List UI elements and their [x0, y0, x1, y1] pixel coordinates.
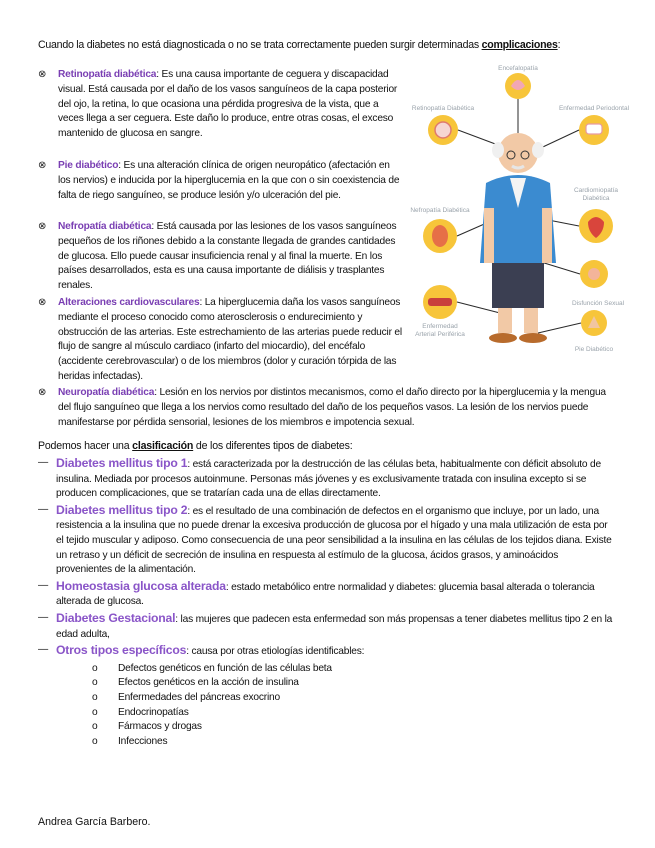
type-item: — Diabetes Gestacional: las mujeres que padecen esta enfermedad son más propensas a tener diabetes mellitus tipo 2 en la edad adulta, — [38, 610, 613, 640]
sub-list-item: o Fármacos y drogas — [92, 720, 613, 735]
label-neuropatia: Nefropatía Diabética — [410, 207, 470, 214]
type-item: — Otros tipos específicos: causa por otras etiologías identificables: o Defectos genéticos en función de las células beta o Efectos genéticos en la acción de insulina o Enfermedades del páncreas exocrino o Endocrinopatías o Fármacos y drogas o Infecciones — [38, 643, 613, 749]
circle-x-icon: ⊗ — [38, 387, 47, 398]
type-item: — Diabetes mellitus tipo 2: es el resultado de una combinación de defectos en el organismo que incluye, por un lado, una resistencia a la insulina que no puede drenar la excesiva producción de glucosa por el hígado y una mala utilización de esta por el tejido muscular y adiposo. Como consecuencia de una peor sensibilidad a la insulina en las células de los tejidos diana. Existe un retraso y un déficit de secreción de insulina en respuesta al estímulo de la glucosa, ácidos grasos, y aminoácidos provenientes de la alimentación. — [38, 502, 612, 576]
diabetes-types-list — [38, 456, 613, 750]
kidney-icon — [432, 225, 448, 247]
organ-icon — [588, 268, 600, 280]
circle-bullet-icon: o — [92, 662, 98, 674]
circle-x-icon: ⊗ — [38, 69, 47, 80]
label-encefalopatia: Encefalopatía — [498, 65, 538, 72]
circle-bullet-icon: o — [92, 677, 98, 689]
complications-infographic — [398, 58, 638, 358]
label-cardiomiopatia-1: Cardiomiopatía — [573, 187, 619, 194]
classification-heading: Podemos hacer una clasificación de los diferentes tipos de diabetes: — [38, 440, 353, 452]
other-causes-list — [56, 662, 613, 750]
complication-item: ⊗ Pie diabético: Es una alteración clínica de origen neuropático (afectación en los nervios) e inducida por la hiperglucemia en la que con o sin coexistencia de falta de riego sanguíneo, se produce lesión y/o ulceración del pie. — [38, 160, 400, 201]
artery-icon — [428, 298, 452, 306]
complicaciones-keyword: complicaciones — [481, 39, 558, 51]
tooth-icon — [586, 124, 602, 134]
circle-bullet-icon: o — [92, 706, 98, 718]
intro-paragraph: Cuando la diabetes no está diagnosticada o no se trata correctamente pueden surgir determinadas complicaciones: — [38, 39, 561, 51]
label-arterial-1: Enfermedad — [422, 323, 458, 330]
label-disfuncion: Disfunción Sexual — [571, 300, 625, 307]
complication-item: ⊗ Neuropatía diabética: Lesión en los nervios por distintos mecanismos, como el daño directo por la hiperglucemia y la mengua del flujo sanguíneo que llega a los nervios como resultado del daño de los pequeños vasos. La lesión de los nervios puede manifestarse por pérdida sensorial, lesiones de los miembros e impotencia sexual. — [38, 387, 606, 428]
dash-marker: — — [38, 503, 48, 515]
clasificacion-keyword: clasificación — [132, 440, 194, 452]
sub-list-item: o Efectos genéticos en la acción de insulina — [92, 676, 613, 691]
label-pie: Pie Diabético — [574, 346, 614, 353]
sub-list-item: o Defectos genéticos en función de las células beta — [92, 662, 613, 677]
circle-bullet-icon: o — [92, 735, 98, 747]
eye-icon — [435, 122, 451, 138]
sub-list-item: o Endocrinopatías — [92, 706, 613, 721]
complication-item: ⊗ Nefropatía diabética: Está causada por las lesiones de los vasos sanguíneos pequeños de los riñones debido a la constante llegada de grandes cantidades de glucosa. Ello puede causar insuficiencia renal y al final la muerte. En los países desarrollados, esta es una causa importante de diálisis y trasplantes renales. — [38, 221, 397, 292]
circle-x-icon: ⊗ — [38, 160, 47, 171]
sub-list-item: o Infecciones — [92, 735, 613, 750]
type-item: — Diabetes mellitus tipo 1: está caracterizada por la destrucción de las células beta, habitualmente con déficit absoluto de insulina. Mediada por procesos autoinmune. Personas más jóvenes y es exclusivamente tratada con insulina excepto si se producen complicaciones, que se tratarían cada una de ellas directamente. — [38, 456, 601, 500]
circle-x-icon: ⊗ — [38, 221, 47, 232]
label-arterial-2: Arterial Periférica — [415, 331, 465, 338]
dash-marker: — — [38, 644, 48, 656]
circle-x-icon: ⊗ — [38, 297, 47, 308]
author-name: Andrea García Barbero. — [38, 816, 151, 828]
elderly-man-figure — [480, 133, 556, 343]
type-item: — Homeostasia glucosa alterada: estado metabólico entre normalidad y diabetes: glucemia basal alterada o tolerancia alterada de glucosa. — [38, 578, 595, 608]
complication-item: ⊗ Alteraciones cardiovasculares: La hiperglucemia daña los vasos sanguíneos mediante el proceso conocido como aterosclerosis o endurecimiento y obstrucción de las arterias. Este estrechamiento de las arterias puede reducir el flujo de sangre al músculo cardiaco (infarto del miocardio), del encéfalo (accidente cerebrovascular) o de los miembros (dolor y curación tórpida de las heridas infectadas). — [38, 297, 402, 382]
label-retinopatia: Retinopatía Diabética — [411, 105, 475, 112]
circle-bullet-icon: o — [92, 691, 98, 703]
label-cardiomiopatia-2: Diabética — [582, 195, 610, 202]
dash-marker: — — [38, 457, 48, 468]
complication-item: ⊗ Retinopatía diabética: Es una causa importante de ceguera y discapacidad visual. Está causada por el daño de los vasos sanguíneos de la capa posterior del ojo, la retina, lo que ocasiona una pérdida progresiva de la vista, que a veces llega a ser ceguera. Este daño lo produce, entre otras cosas, el exceso mantenido de glucosa en sangre. — [38, 69, 398, 140]
dash-marker: — — [38, 579, 48, 591]
label-periodontal: Enfermedad Periodontal — [558, 105, 630, 112]
sub-list-item: o Enfermedades del páncreas exocrino — [92, 691, 613, 706]
circle-bullet-icon: o — [92, 721, 98, 733]
dash-marker: — — [38, 611, 48, 623]
